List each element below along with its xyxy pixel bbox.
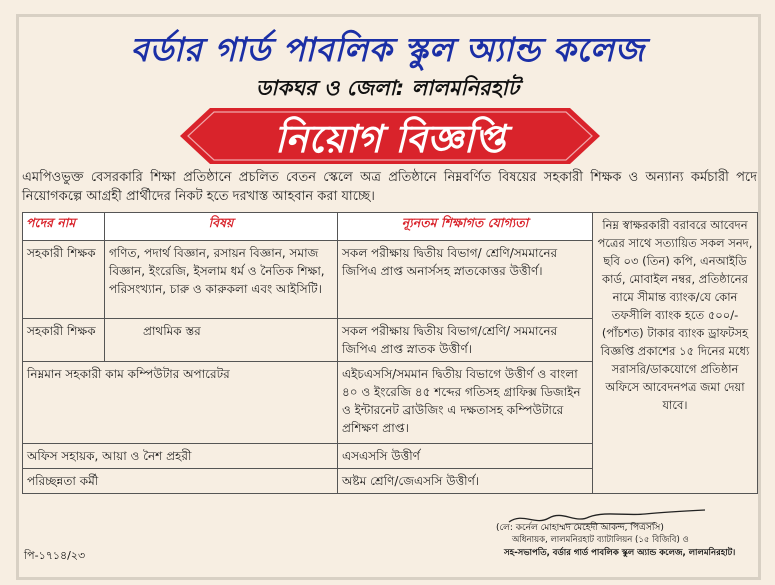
row5-qualification: অষ্টম শ্রেণি/জেএসসি উত্তীর্ণ।	[338, 469, 593, 494]
row4-post: অফিস সহায়ক, আয়া ও নৈশ প্রহরী	[23, 444, 338, 469]
reference-number: পি-১৭১৪/২৩	[24, 549, 86, 562]
notice-banner	[180, 106, 600, 168]
application-instructions: নিম্ন স্বাক্ষরকারী বরাবরে আবেদন পত্রের সাথে সত্যায়িত সকল সনদ, ছবি ০৩ (তিন) কপি, এনআইডি কার্ড, মোবাইল নম্বর, প্রতিষ্ঠানের নামে সীমান্ত ব্যাংক/যে কোন তফসীলি ব্যাংক হতে ৫০০/- (পাঁচশত) টাকার ব্যাংক ড্রাফটসহ বিজ্ঞপ্তি প্রকাশের ১৫ দিনের মধ্যে সরাসরি/ডাকযোগে প্রতিষ্ঠান অফিসে আবেদনপত্র জমা দেয়া যাবে।	[593, 213, 758, 494]
vacancy-table	[22, 212, 758, 494]
signatory-name: (লে: কর্নেল মোহাম্মদ মেহেদী আকন্দ, পিএসসি)	[496, 523, 664, 533]
row5-post: পরিচ্ছন্নতা কর্মী	[23, 469, 338, 494]
institution-title: বর্ডার গার্ড পাবলিক স্কুল অ্যান্ড কলেজ	[130, 30, 645, 69]
row4-qualification: এসএসসি উত্তীর্ণ	[338, 444, 593, 469]
row3-post: নিম্নমান সহকারী কাম কম্পিউটার অপারেটর	[23, 362, 338, 444]
row3-qualification: এইচএসসি/সমমান দ্বিতীয় বিভাগে উত্তীর্ণ ও বাংলা ৪০ ও ইংরেজি ৪৫ শব্দের গতিসহ গ্রাফিক্স ডিজাইন ও ইন্টারনেট ব্রাউজিং এ দক্ষতাসহ কম্পিউটারে প্রশিক্ষণ প্রাপ্ত।	[338, 362, 593, 444]
header-subject: বিষয়	[105, 213, 338, 241]
institution-address: ডাকঘর ও জেলা: লালমনিরহাট	[255, 76, 520, 100]
row2-qualification: সকল পরীক্ষায় দ্বিতীয় বিভাগ/শ্রেণি/ সমমানের জিপিএ প্রাপ্ত স্নাতক উত্তীর্ণ।	[338, 319, 593, 362]
row1-post: সহকারী শিক্ষক	[23, 241, 105, 319]
table-header-row	[23, 213, 758, 241]
intro-paragraph: এমপিওভুক্ত বেসরকারি শিক্ষা প্রতিষ্ঠানে প্রচলিত বেতন স্কেলে অত্র প্রতিষ্ঠানে নিম্নবর্ণিত বিষয়ের সহকারী শিক্ষক ও অন্যান্য কর্মচারী পদে নিয়োগকল্পে আগ্রহী প্রার্থীদের নিকট হতে দরখাস্ত আহবান করা যাচ্ছে।	[22, 170, 757, 204]
signatory-role: সহ-সভাপতি, বর্ডার গার্ড পাবলিক স্কুল অ্যান্ড কলেজ, লালমনিরহাট।	[504, 548, 736, 558]
row2-post: সহকারী শিক্ষক	[23, 319, 105, 362]
header-post: পদের নাম	[23, 213, 105, 241]
row1-subject: গণিত, পদার্থ বিজ্ঞান, রসায়ন বিজ্ঞান, সমাজ বিজ্ঞান, ইংরেজি, ইসলাম ধর্ম ও নৈতিক শিক্ষা, পরিসংখ্যান, চারু ও কারুকলা এবং আইসিটি।	[105, 241, 338, 319]
row1-qualification: সকল পরীক্ষায় দ্বিতীয় বিভাগ/ শ্রেণি/সমমানের জিপিএ প্রাপ্ত অনার্সসহ স্নাতকোত্তর উত্তীর্ণ।	[338, 241, 593, 319]
row2-subject: প্রাথমিক স্তর	[105, 319, 338, 362]
notice-title: নিয়োগ বিজ্ঞপ্তি	[274, 116, 506, 161]
header-qualification: ন্যূনতম শিক্ষাগত যোগ্যতা	[338, 213, 593, 241]
signatory-designation: অধিনায়ক, লালমনিরহাট ব্যাটালিয়ন (১৫ বিজিবি) ও	[512, 535, 689, 545]
